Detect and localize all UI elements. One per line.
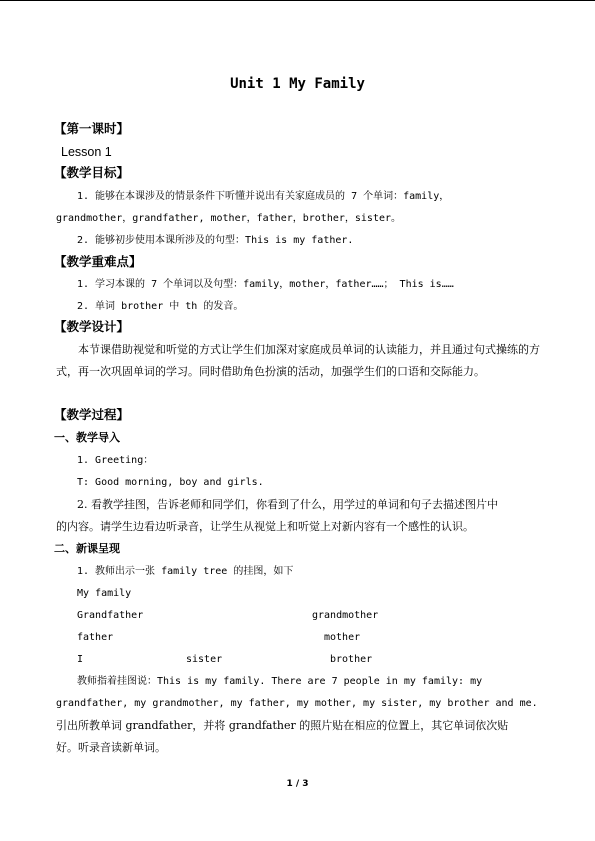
- lesson-period-heading: 【第一课时】: [54, 121, 130, 136]
- process-heading: 【教学过程】: [54, 407, 130, 422]
- design-heading: 【教学设计】: [54, 319, 130, 334]
- explain-line-1: 教师指着挂图说：This is my family. There are 7 people in my family: my: [77, 676, 483, 687]
- family-tree-title: My family: [77, 588, 132, 599]
- objectives-heading: 【教学目标】: [54, 165, 130, 180]
- intro-item-1-teacher-line: T: Good morning, boy and girls.: [77, 477, 264, 488]
- family-tree-mother: mother: [324, 632, 361, 643]
- intro-item-1: 1. Greeting：: [77, 455, 154, 466]
- design-paragraph: 本节课借助视觉和听觉的方式让学生们加深对家庭成员单词的认读能力，并且通过句式操练的方式，再一次巩固单词的学习。同时借助角色扮演的活动，加强学生们的口语和交际能力。: [56, 343, 540, 378]
- objective-item-1-line-2: grandmother，grandfather, mother，father，brother，sister。: [56, 213, 402, 224]
- family-tree-father: father: [77, 632, 114, 643]
- top-border-line: [0, 0, 595, 1]
- key-point-item-1: 1. 学习本课的 7 个单词以及句型：family，mother，father……； This is……: [77, 279, 454, 290]
- intro-section-heading: 一、教学导入: [54, 431, 120, 444]
- intro-item-2-line-1: 2. 看教学挂图，告诉老师和同学们，你看到了什么，用学过的单词和句子去描述图片中: [77, 498, 498, 511]
- objective-item-2: 2. 能够初步使用本课所涉及的句型：This is my father.: [77, 235, 354, 246]
- document-title: Unit 1 My Family: [230, 76, 365, 92]
- family-tree-grandmother: grandmother: [312, 610, 379, 621]
- key-points-heading: 【教学重难点】: [54, 254, 142, 269]
- explain-line-4: 好。听录音读新单词。: [56, 741, 166, 754]
- page-number: 1 / 3: [286, 779, 309, 789]
- lesson-name: Lesson 1: [61, 145, 112, 159]
- key-point-item-2: 2. 单词 brother 中 th 的发音。: [77, 301, 244, 312]
- family-tree-sister: sister: [186, 654, 223, 665]
- intro-item-2-line-2: 的内容。请学生边看边听录音，让学生从视觉上和听觉上对新内容有一个感性的认识。: [56, 520, 474, 533]
- family-tree-i: I: [77, 654, 84, 665]
- family-tree-grandfather: Grandfather: [77, 610, 144, 621]
- new-lesson-section-heading: 二、新课呈现: [54, 542, 120, 555]
- explain-line-2: grandfather, my grandmother, my father, my mother, my sister, my brother and me.: [56, 698, 538, 709]
- family-tree-brother: brother: [330, 654, 373, 665]
- explain-line-3: 引出所教单词 grandfather，并将 grandfather 的照片贴在相应的位置上，其它单词依次贴: [56, 719, 509, 732]
- new-lesson-item-1: 1. 教师出示一张 family tree 的挂图，如下: [77, 566, 294, 577]
- objective-item-1-line-1: 1. 能够在本课涉及的情景条件下听懂并说出有关家庭成员的 7 个单词：family，: [77, 191, 450, 202]
